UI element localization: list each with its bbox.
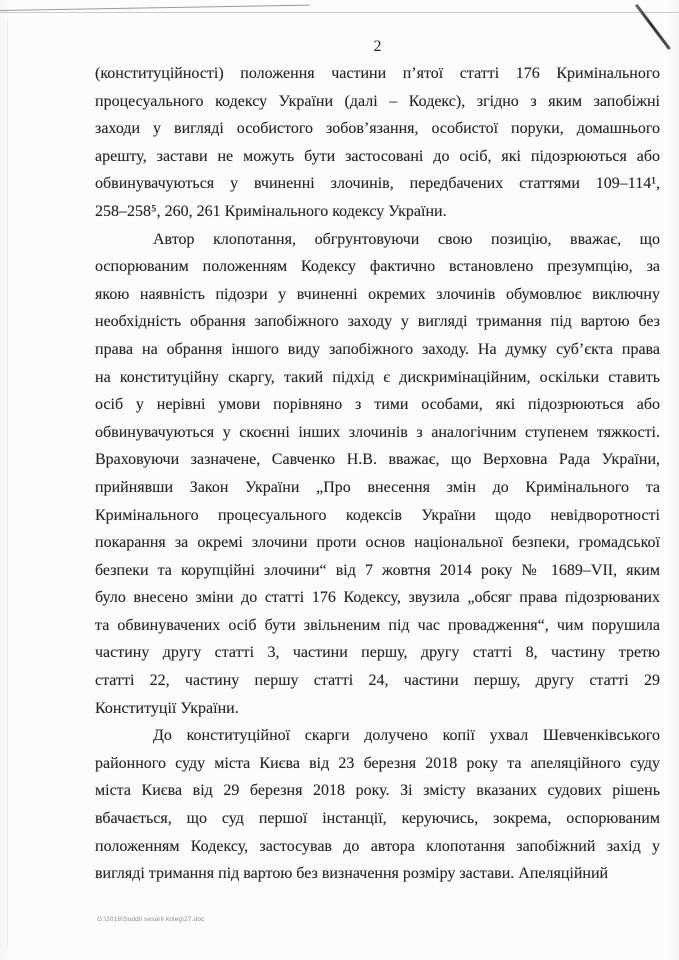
text-line: 258–258⁵, 260, 261 Кримінального кодексу України. xyxy=(95,202,447,220)
text-line: вбачається, що суд першої інстанції, керуючись, зокрема, оспорюваним xyxy=(95,810,660,828)
page-number: 2 xyxy=(373,38,382,55)
text-line: було внесено зміни до статті 176 Кодексу, звузила „обсяг права підозрюваних xyxy=(95,589,660,607)
text-line: прийнявши Закон України „Про внесення змін до Кримінального та xyxy=(95,478,660,496)
text-line: Автор клопотання, обгрунтовуючи свою позицію, вважає, що xyxy=(153,230,660,248)
text-line: та обвинувачених осіб бути звільненим під час провадження“, чим порушила xyxy=(95,616,660,634)
text-line: права на обрання іншого виду запобіжного заходу. На думку суб’єкта права xyxy=(95,340,660,358)
text-line: статті 22, частину першу статті 24, частини першу, другу статті 29 xyxy=(95,672,660,690)
text-line: арешту, застави не можуть бути застосовані до осіб, які підозрюються або xyxy=(95,147,660,165)
text-line: вигляді тримання під вартою без визначення розміру застави. Апеляційний xyxy=(95,865,609,883)
text-line: оспорюваним положенням Кодексу фактично встановлено презумпцію, за xyxy=(95,258,660,276)
footer-file-path: G:\2018\Suddil sesaril koleg\27.doc xyxy=(97,916,205,923)
document-body xyxy=(95,60,660,888)
text-line: на конституційну скаргу, такий підхід є дискримінаційним, оскільки ставить xyxy=(95,368,660,386)
text-line: заходи у вигляді особистого зобов’язання, особистої поруки, домашнього xyxy=(95,120,660,138)
text-line: обвинувачуються у вчиненні злочинів, передбачених статтями 109–114¹, xyxy=(95,175,660,193)
text-line: Кримінального процесуального кодексів України щодо невідворотності xyxy=(95,506,660,524)
paragraph xyxy=(95,722,660,888)
text-line: безпеки та корупційні злочини“ від 7 жовтня 2014 року № 1689–VII, яким xyxy=(95,561,660,579)
paragraph xyxy=(95,60,660,226)
text-line: Конституції України. xyxy=(95,699,239,717)
text-line: районного суду міста Києва від 23 березня 2018 року та апеляційного суду xyxy=(95,754,660,772)
paragraph xyxy=(95,226,660,723)
text-line: До конституційної скарги долучено копії ухвал Шевченківського xyxy=(153,727,660,745)
text-line: положенням Кодексу, застосував до автора клопотання запобіжний захід у xyxy=(95,837,660,855)
text-line: якою наявність підозри у вчиненні окремих злочинів обумовлює виключну xyxy=(95,285,660,303)
text-line: (конституційності) положення частини п’ятої статті 176 Кримінального xyxy=(95,65,660,82)
text-line: Враховуючи зазначене, Савченко Н.В. вважає, що Верховна Рада України, xyxy=(95,451,660,469)
text-line: покарання за окремі злочини проти основ національної безпеки, громадської xyxy=(95,534,660,552)
text-line: частину другу статті 3, частини першу, другу статті 8, частину третю xyxy=(95,644,660,662)
text-line: процесуального кодексу України (далі – Кодекс), згідно з яким запобіжні xyxy=(95,92,660,110)
scan-artifact-line xyxy=(0,12,679,13)
scan-artifact-line xyxy=(0,5,310,11)
text-line: обвинувачуються у скоєнні інших злочинів з аналогічним ступенем тяжкості. xyxy=(95,423,660,441)
text-line: міста Києва від 29 березня 2018 року. Зі змісту вказаних судових рішень xyxy=(95,782,660,800)
text-line: необхідність обрання запобіжного заходу у вигляді тримання під вартою без xyxy=(95,313,660,331)
text-line: осіб у нерівні умови порівняно з тими особами, які підозрюються або xyxy=(95,396,660,414)
scan-artifact-edge xyxy=(7,20,8,950)
